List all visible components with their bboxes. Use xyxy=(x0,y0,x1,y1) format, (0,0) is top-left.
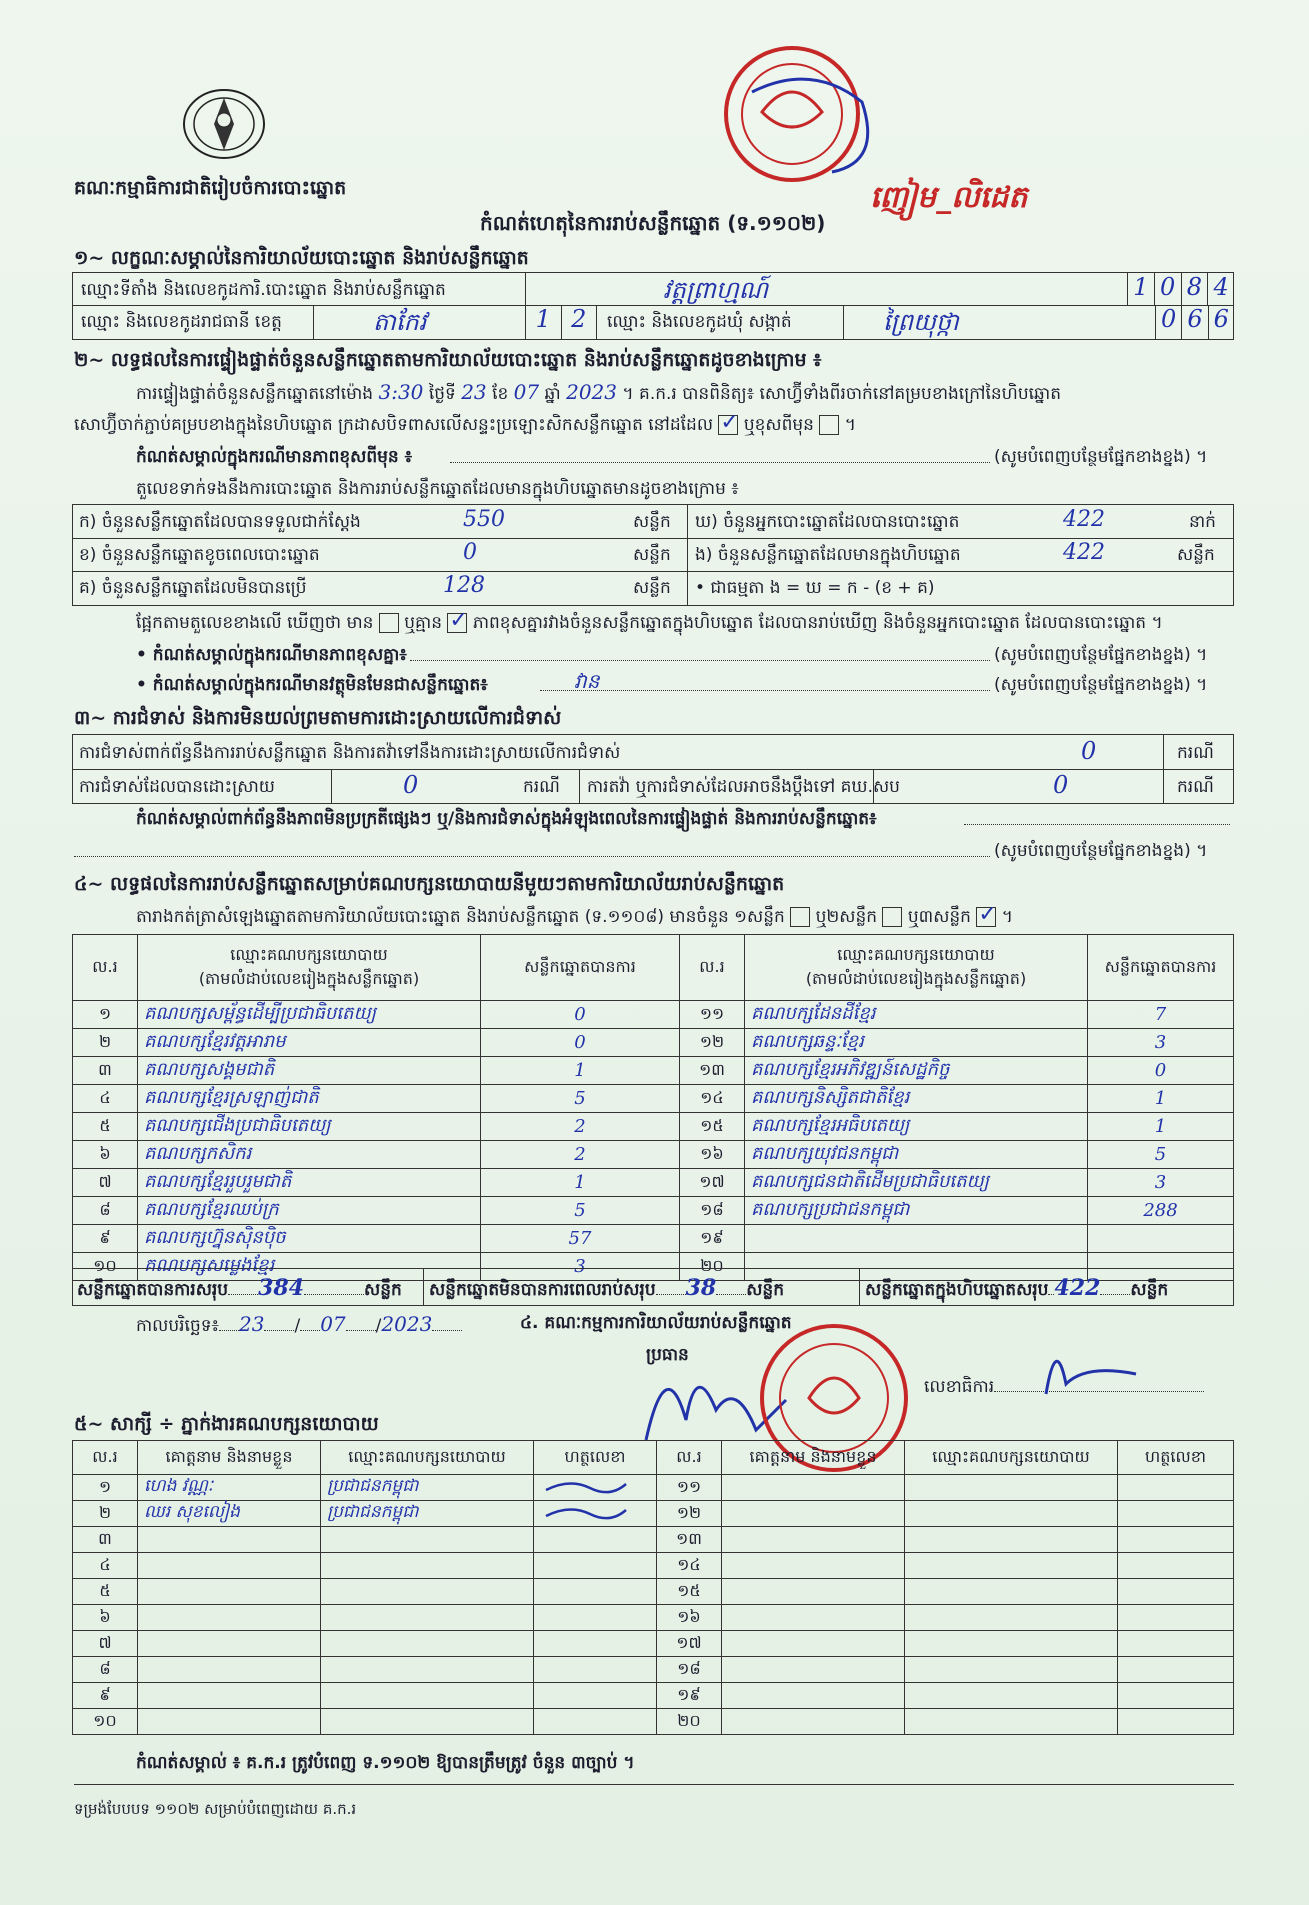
witness-name[interactable] xyxy=(138,1683,321,1709)
witness-col-party: ឈ្មោះគណបក្សនយោបាយ xyxy=(321,1441,534,1475)
witness-no: ៩ xyxy=(73,1683,138,1709)
witness-signature[interactable] xyxy=(534,1709,657,1735)
witness-no: ១២ xyxy=(657,1501,722,1527)
three-sheets-checkbox[interactable] xyxy=(976,907,996,927)
witness-no: ១៩ xyxy=(657,1683,722,1709)
result-votes[interactable]: 1 xyxy=(481,1169,680,1197)
section2-title: ២~ លទ្ធផលនៃការផ្ទៀងផ្ទាត់ចំនួនសន្លឹកឆ្នោតតាមការិយាល័យបោះឆ្នោត និងរាប់សន្លឹកឆ្នោតដូចខាងក្រោម ៖ xyxy=(74,349,822,371)
result-party[interactable]: គណបក្សខ្មែរស្រឡាញ់ជាតិ xyxy=(138,1085,481,1113)
section1-title: ១~ លក្ខណៈសម្គាល់នៃការិយាល័យបោះឆ្នោត និងរាប់សន្លឹកឆ្នោត xyxy=(74,247,529,269)
result-party[interactable]: គណបក្សកសិករ xyxy=(138,1141,481,1169)
witness-no: ១៤ xyxy=(657,1553,722,1579)
table-row xyxy=(73,1085,1234,1113)
objections-unit: ករណី xyxy=(1177,743,1214,763)
spoiled-label: ខ) ចំនួនសន្លឹកឆ្នោតខូចពេលបោះឆ្នោត xyxy=(79,545,320,565)
one-sheet-checkbox[interactable] xyxy=(790,907,810,927)
section5-title: ៥~ សាក្សី ÷ ភ្នាក់ងារគណបក្សនយោបាយ xyxy=(74,1413,379,1435)
result-no: ១៨ xyxy=(680,1197,745,1225)
verification-line1: ការផ្ទៀងផ្ទាត់ចំនួនសន្លឹកឆ្នោតនៅម៉ោង 3:30 ថ្ងៃទី 23 ខែ 07 ឆ្នាំ 2023 ។ គ.ក.រ បានពិនិត្យ៖ សោហ្វ៊ីទាំងពីរចាក់នៅគម្របខាងក្រៅនៃហិបឆ្នោត xyxy=(136,380,1061,404)
col-no-right: ល.រ xyxy=(680,935,745,1001)
witness-name[interactable] xyxy=(138,1605,321,1631)
total-invalid-value: 38 xyxy=(685,1275,717,1301)
received-value: 550 xyxy=(463,507,505,532)
result-party[interactable]: គណបក្សសម្ព័ន្ធដើម្បីប្រជាធិបតេយ្យ xyxy=(138,1001,481,1029)
tally-sheets-line: តារាងកត់ត្រាសំឡេងឆ្នោតតាមការិយាល័យបោះឆ្នោត និងរាប់សន្លឹកឆ្នោត (ទ.១១០៨) មានចំនួន ១សន្លឹក ឬ២សន្លឹក ឬ៣សន្លឹក ✓ ។ xyxy=(136,906,1013,931)
result-votes[interactable]: 3 xyxy=(1088,1169,1234,1197)
witness-no: ៥ xyxy=(73,1579,138,1605)
fill-back-note-2: (សូមបំពេញបន្ថែមផ្នែកខាងខ្នង) ។ xyxy=(994,645,1208,665)
witness-signature[interactable] xyxy=(534,1501,657,1527)
result-party[interactable]: គណបក្សឆន្ទៈខ្មែរ xyxy=(745,1029,1088,1057)
result-no: ១៣ xyxy=(680,1057,745,1085)
table-row xyxy=(73,1169,1234,1197)
received-label: ក) ចំនួនសន្លឹកឆ្នោតដែលបានទទួលជាក់ស្តែង xyxy=(79,512,361,532)
result-votes[interactable]: 5 xyxy=(481,1197,680,1225)
difference-note-label: កំណត់សម្គាល់ក្នុងករណីមានភាពខុសពីមុន ៖ xyxy=(136,447,413,467)
witness-signature[interactable] xyxy=(1118,1475,1234,1501)
official-stamp-top xyxy=(712,42,922,192)
col-votes-right: សន្លឹកឆ្នោតបានការ xyxy=(1088,935,1234,1001)
chair-label: ប្រធាន xyxy=(646,1345,689,1365)
witness-signature[interactable] xyxy=(534,1657,657,1683)
witness-signature[interactable] xyxy=(1118,1683,1234,1709)
non-ballot-line[interactable] xyxy=(540,690,990,691)
result-party[interactable] xyxy=(745,1225,1088,1253)
witness-signature[interactable] xyxy=(534,1527,657,1553)
table-row xyxy=(73,1683,1234,1709)
location-value: វត្តព្រាហ្មណ៍ xyxy=(663,276,768,304)
witness-name[interactable] xyxy=(722,1631,905,1657)
col-party-left: ឈ្មោះគណបក្សនយោបាយ (តាមលំដាប់លេខរៀងក្នុងសន្លឹកឆ្នោត) xyxy=(138,935,481,1001)
witness-no: ១៥ xyxy=(657,1579,722,1605)
total-valid-value: 384 xyxy=(258,1275,305,1301)
table-row xyxy=(73,1029,1234,1057)
result-votes[interactable]: 57 xyxy=(481,1225,680,1253)
signing-date: កាលបរិច្ឆេទ៖ 23 / 07 /2023 xyxy=(136,1312,462,1340)
result-votes[interactable]: 0 xyxy=(481,1001,680,1029)
unused-label: គ) ចំនួនសន្លឹកឆ្នោតដែលមិនបានប្រើ xyxy=(79,578,307,598)
witness-party[interactable] xyxy=(905,1553,1118,1579)
witness-name[interactable] xyxy=(138,1657,321,1683)
result-no: ១៦ xyxy=(680,1141,745,1169)
witness-signature[interactable] xyxy=(1118,1605,1234,1631)
witness-party[interactable] xyxy=(905,1631,1118,1657)
witness-signature[interactable] xyxy=(534,1553,657,1579)
witness-no: ៦ xyxy=(73,1605,138,1631)
unused-unit: សន្លឹក xyxy=(633,578,671,598)
appealable-label: ការតវ៉ា ឬការជំទាស់ដែលអាចនឹងប្តឹងទៅ គឃ.សប xyxy=(587,777,900,797)
voters-unit: នាក់ xyxy=(1189,512,1216,532)
result-party[interactable]: គណបក្សជើងប្រជាធិបតេយ្យ xyxy=(138,1113,481,1141)
table-row xyxy=(73,1057,1234,1085)
no-difference-checkbox[interactable] xyxy=(447,613,467,633)
witness-signature[interactable] xyxy=(1118,1579,1234,1605)
witness-party[interactable] xyxy=(905,1527,1118,1553)
result-no: ៣ xyxy=(73,1057,138,1085)
has-difference-checkbox[interactable] xyxy=(379,613,399,633)
witness-party[interactable] xyxy=(321,1553,534,1579)
result-votes[interactable]: 3 xyxy=(481,1253,680,1281)
witness-no: ៨ xyxy=(73,1657,138,1683)
witness-no: ៧ xyxy=(73,1631,138,1657)
witness-name[interactable] xyxy=(138,1553,321,1579)
table-row xyxy=(73,1631,1234,1657)
witness-name[interactable] xyxy=(722,1709,905,1735)
witness-name[interactable] xyxy=(138,1709,321,1735)
result-party[interactable]: គណបក្សនិស្សិតជាតិខ្មែរ xyxy=(745,1085,1088,1113)
witness-party[interactable] xyxy=(321,1605,534,1631)
result-no: ១៩ xyxy=(680,1225,745,1253)
appealable-value: 0 xyxy=(1053,771,1069,799)
witness-name[interactable] xyxy=(722,1553,905,1579)
result-votes[interactable]: 2 xyxy=(481,1141,680,1169)
result-votes[interactable]: 5 xyxy=(481,1085,680,1113)
irregularity-line-2[interactable] xyxy=(74,856,990,857)
witness-party[interactable] xyxy=(321,1709,534,1735)
witness-col-party-right: ឈ្មោះគណបក្សនយោបាយ xyxy=(905,1441,1118,1475)
witness-signature[interactable] xyxy=(1118,1501,1234,1527)
footer-divider xyxy=(74,1784,1234,1785)
result-no: ១ xyxy=(73,1001,138,1029)
witness-no: ១៦ xyxy=(657,1605,722,1631)
spoiled-value: 0 xyxy=(463,540,477,565)
province-code: 1 2 xyxy=(525,305,597,339)
commune-label: ឈ្មោះ និងលេខកូដឃុំ សង្កាត់ xyxy=(607,312,792,332)
result-party[interactable]: គណបក្សខ្មែរវត្តអារាម xyxy=(138,1029,481,1057)
witness-no: ៤ xyxy=(73,1553,138,1579)
result-votes[interactable]: 288 xyxy=(1088,1197,1234,1225)
result-party[interactable]: គណបក្សសង្គមជាតិ xyxy=(138,1057,481,1085)
result-no: ៨ xyxy=(73,1197,138,1225)
table-row xyxy=(73,1475,1234,1501)
witness-signature[interactable] xyxy=(1118,1709,1234,1735)
total-valid: សន្លឹកឆ្នោតបានការសរុប 384 សន្លឹក xyxy=(77,1275,402,1301)
result-votes[interactable]: 3 xyxy=(1088,1029,1234,1057)
witness-signature[interactable] xyxy=(534,1631,657,1657)
result-no: ២ xyxy=(73,1029,138,1057)
table-row xyxy=(73,1225,1234,1253)
voters-value: 422 xyxy=(1063,507,1105,532)
national-committee-logo xyxy=(178,84,270,160)
in-box-unit: សន្លឹក xyxy=(1177,545,1215,565)
footnote: កំណត់សម្គាល់ ៖ គ.ក.រ ត្រូវបំពេញ ទ.១១០២ ឱ្យបានត្រឹមត្រូវ ចំនួន ៣ច្បាប់ ។ xyxy=(136,1753,635,1773)
in-box-value: 422 xyxy=(1063,540,1105,565)
witness-signature[interactable] xyxy=(534,1605,657,1631)
result-no: ៦ xyxy=(73,1141,138,1169)
witness-signature[interactable] xyxy=(1118,1631,1234,1657)
fill-back-note-1: (សូមបំពេញបន្ថែមផ្នែកខាងខ្នង) ។ xyxy=(994,447,1208,467)
verification-year: 2023 xyxy=(566,380,618,404)
objections-table xyxy=(72,734,1234,804)
table-row xyxy=(73,1579,1234,1605)
witness-party[interactable]: ប្រជាជនកម្ពុជា xyxy=(321,1475,534,1501)
witness-no: ១៨ xyxy=(657,1657,722,1683)
col-votes-left: សន្លឹកឆ្នោតបានការ xyxy=(481,935,680,1001)
witness-no: ១១ xyxy=(657,1475,722,1501)
figures-table xyxy=(72,504,1234,606)
witness-signature[interactable] xyxy=(534,1475,657,1501)
irregularity-note: កំណត់សម្គាល់ពាក់ព័ន្ធនឹងភាពមិនប្រក្រតីផ្សេងៗ ឬ/និងការជំទាស់ក្នុងអំឡុងពេលនៃការផ្ទៀងផ្ទាត់ និងការរាប់សន្លឹកឆ្នោត៖ xyxy=(136,809,877,829)
different-checkbox[interactable] xyxy=(819,415,839,435)
witness-party[interactable] xyxy=(321,1527,534,1553)
result-votes[interactable]: 0 xyxy=(1088,1057,1234,1085)
verification-month: 07 xyxy=(513,380,540,404)
result-no: ១៥ xyxy=(680,1113,745,1141)
result-party[interactable]: គណបក្សសម្លេងខ្មែរ xyxy=(138,1253,481,1281)
fill-back-note-4: (សូមបំពេញបន្ថែមផ្នែកខាងខ្នង) ។ xyxy=(994,841,1208,861)
result-votes[interactable] xyxy=(1088,1225,1234,1253)
section4-title: ៤~ លទ្ធផលនៃការរាប់សន្លឹកឆ្នោតសម្រាប់គណបក្សនយោបាយនីមួយៗតាមការិយាល័យរាប់សន្លឹកឆ្នោត xyxy=(74,873,785,895)
province-value: តាកែវ xyxy=(373,308,427,336)
committee-name: គណៈកម្មាធិការជាតិរៀបចំការបោះឆ្នោត xyxy=(74,177,347,199)
secretary-signature xyxy=(1036,1334,1146,1404)
witness-name[interactable] xyxy=(722,1605,905,1631)
figures-intro: តួលេខទាក់ទងនឹងការបោះឆ្នោត និងការរាប់សន្លឹកឆ្នោតដែលមានក្នុងហិបឆ្នោតមានដូចខាងក្រោម ៖ xyxy=(136,479,739,499)
result-party[interactable]: គណបក្សខ្មែររួបរួមជាតិ xyxy=(138,1169,481,1197)
witness-party[interactable] xyxy=(321,1631,534,1657)
witness-name[interactable] xyxy=(722,1527,905,1553)
result-no: ១១ xyxy=(680,1001,745,1029)
result-party[interactable]: គណបក្សប្រជាជនកម្ពុជា xyxy=(745,1197,1088,1225)
witness-col-sign-right: ហត្ថលេខា xyxy=(1118,1441,1234,1475)
location-label: ឈ្មោះទីតាំង និងលេខកូដការិ.បោះឆ្នោត និងរាប់សន្លឹកឆ្នោត xyxy=(81,280,446,300)
result-votes[interactable]: 1 xyxy=(1088,1085,1234,1113)
section3-title: ៣~ ការជំទាស់ និងការមិនយល់ព្រមតាមការដោះស្រាយលើការជំទាស់ xyxy=(74,707,562,729)
total-box-value: 422 xyxy=(1054,1275,1101,1301)
witness-no: ១៧ xyxy=(657,1631,722,1657)
result-party[interactable]: គណបក្សខ្មែរអភិវឌ្ឍន៍សេដ្ឋកិច្ច xyxy=(745,1057,1088,1085)
witness-signature[interactable] xyxy=(534,1579,657,1605)
witness-name[interactable] xyxy=(722,1657,905,1683)
resolved-unit: ករណី xyxy=(523,777,560,797)
spoiled-unit: សន្លឹក xyxy=(633,545,671,565)
witness-party[interactable] xyxy=(321,1579,534,1605)
irregularity-line-1[interactable] xyxy=(964,824,1230,825)
result-votes[interactable]: 0 xyxy=(481,1029,680,1057)
result-votes[interactable]: 1 xyxy=(481,1057,680,1085)
witness-name[interactable] xyxy=(722,1475,905,1501)
result-no: ១២ xyxy=(680,1029,745,1057)
witness-party[interactable] xyxy=(905,1605,1118,1631)
voters-label: ឃ) ចំនួនអ្នកបោះឆ្នោតដែលបានបោះឆ្នោត xyxy=(695,512,960,532)
witness-party[interactable]: ប្រជាជនកម្ពុជា xyxy=(321,1501,534,1527)
in-box-label: ង) ចំនួនសន្លឹកឆ្នោតដែលមានក្នុងហិបឆ្នោត xyxy=(695,545,961,565)
received-unit: សន្លឹក xyxy=(633,512,671,532)
same-checkbox[interactable] xyxy=(718,415,738,435)
witness-party[interactable] xyxy=(905,1579,1118,1605)
witness-signature[interactable] xyxy=(534,1683,657,1709)
witness-no: ១៣ xyxy=(657,1527,722,1553)
fill-back-note-3: (សូមបំពេញបន្ថែមផ្នែកខាងខ្នង) ។ xyxy=(994,675,1208,695)
result-no: ៩ xyxy=(73,1225,138,1253)
province-label: ឈ្មោះ និងលេខកូដរាជធានី ខេត្ត xyxy=(81,312,282,332)
result-no: ៧ xyxy=(73,1169,138,1197)
total-box: សន្លឹកឆ្នោតក្នុងហិបឆ្នោតសរុប 422 សន្លឹក xyxy=(865,1275,1169,1301)
result-votes[interactable]: 1 xyxy=(1088,1113,1234,1141)
witness-signature[interactable] xyxy=(1118,1553,1234,1579)
appealable-unit: ករណី xyxy=(1177,777,1214,797)
witness-name[interactable]: ឈរ សុខលៀង xyxy=(138,1501,321,1527)
witness-no: ២ xyxy=(73,1501,138,1527)
witness-no: ១០ xyxy=(73,1709,138,1735)
resolved-value: 0 xyxy=(403,771,419,799)
col-no-left: ល.រ xyxy=(73,935,138,1001)
result-party[interactable]: គណបក្សខ្មែរឈប់ក្រ xyxy=(138,1197,481,1225)
witness-signature[interactable] xyxy=(1118,1657,1234,1683)
total-invalid: សន្លឹកឆ្នោតមិនបានការពេលរាប់សរុប 38 សន្លឹក xyxy=(429,1275,785,1301)
table-row xyxy=(73,1141,1234,1169)
witness-name[interactable] xyxy=(138,1527,321,1553)
formula: • ជាធម្មតា ង = ឃ = ក - (ខ + គ) xyxy=(695,578,935,598)
location-code: 1 0 8 4 xyxy=(1127,273,1234,305)
witness-col-no-right: ល.រ xyxy=(657,1441,722,1475)
table-row xyxy=(73,1657,1234,1683)
counting-committee: ៤. គណៈកម្មការការិយាល័យរាប់សន្លឹកឆ្នោត xyxy=(520,1313,792,1333)
witness-signature-mark xyxy=(540,1502,630,1522)
two-sheets-checkbox[interactable] xyxy=(882,907,902,927)
verification-time: 3:30 xyxy=(378,380,424,404)
objections-label: ការជំទាស់ពាក់ព័ន្ធនឹងការរាប់សន្លឹកឆ្នោត និងការតវ៉ាទៅនឹងការដោះស្រាយលើការជំទាស់ xyxy=(79,743,621,763)
commune-value: ព្រៃយុថ្កា xyxy=(883,308,959,336)
witness-col-no: ល.រ xyxy=(73,1441,138,1475)
witness-name[interactable] xyxy=(722,1683,905,1709)
result-no: ៤ xyxy=(73,1085,138,1113)
witness-col-name-right: គោត្តនាម និងនាមខ្លួន xyxy=(722,1441,905,1475)
witness-col-sign: ហត្ថលេខា xyxy=(534,1441,657,1475)
table-row xyxy=(73,1001,1234,1029)
commune-code: 0 6 6 xyxy=(1155,305,1234,339)
result-votes[interactable]: 7 xyxy=(1088,1001,1234,1029)
witness-no: ១ xyxy=(73,1475,138,1501)
result-no: ២០ xyxy=(680,1253,745,1281)
witness-name[interactable] xyxy=(138,1579,321,1605)
table-row xyxy=(73,1553,1234,1579)
result-party[interactable]: គណបក្សជនជាតិដើមប្រជាធិបតេយ្យ xyxy=(745,1169,1088,1197)
witness-no: ៣ xyxy=(73,1527,138,1553)
verification-line2: សោហ្វ៊ីចាក់ភ្ជាប់គម្របខាងក្នុងនៃហិបឆ្នោត ក្រដាសបិទពាសលើសន្ទះប្រឡោះសិកសន្លឹកឆ្នោត នៅដដែល ✓ ឬខុសពីមុន ។ xyxy=(74,414,856,439)
non-ballot-value: វាន xyxy=(574,669,600,693)
form-title: កំណត់ហេតុនៃការរាប់សន្លឹកឆ្នោត (ទ.១១០២) xyxy=(480,211,826,235)
witness-name[interactable] xyxy=(722,1501,905,1527)
unused-value: 128 xyxy=(443,573,485,598)
difference-bullet-line[interactable] xyxy=(410,660,990,661)
witness-party[interactable] xyxy=(905,1683,1118,1709)
result-votes[interactable]: 5 xyxy=(1088,1141,1234,1169)
result-party[interactable]: គណបក្សដែនដីខ្មែរ xyxy=(745,1001,1088,1029)
col-party-right: ឈ្មោះគណបក្សនយោបាយ (តាមលំដាប់លេខរៀងក្នុងសន្លឹកឆ្នោត) xyxy=(745,935,1088,1001)
witness-signature[interactable] xyxy=(1118,1527,1234,1553)
table-row xyxy=(73,1605,1234,1631)
witness-signature-mark xyxy=(540,1476,630,1496)
comparison-line: ផ្អែកតាមតួលេខខាងលើ ឃើញថា មាន ឬគ្មាន ✓ ភាពខុសគ្នារវាងចំនួនសន្លឹកឆ្នោតក្នុងហិបឆ្នោត ដែលបានរាប់ឃើញ និងចំនួនអ្នកបោះឆ្នោត ដែលបានបោះឆ្នោត ។ xyxy=(136,612,1163,637)
table-row xyxy=(73,1113,1234,1141)
witness-party[interactable] xyxy=(321,1657,534,1683)
table-row xyxy=(73,1501,1234,1527)
result-votes[interactable]: 2 xyxy=(481,1113,680,1141)
table-row xyxy=(73,1527,1234,1553)
difference-bullet: • កំណត់សម្គាល់ក្នុងករណីមានភាពខុសគ្នា៖ xyxy=(136,645,407,665)
totals-row xyxy=(72,1268,1234,1306)
resolved-label: ការជំទាស់ដែលបានដោះស្រាយ xyxy=(79,777,275,797)
objections-value: 0 xyxy=(1081,737,1097,765)
footer-text: ទម្រង់បែបបទ ១១០២ សម្រាប់បំពេញដោយ គ.ក.រ xyxy=(74,1800,357,1818)
non-ballot-bullet: • កំណត់សម្គាល់ក្នុងករណីមានវត្ថុមិនមែនជាសន្លឹកឆ្នោត៖ xyxy=(136,675,488,695)
party-results-table xyxy=(72,934,1234,1281)
result-no: ១៧ xyxy=(680,1169,745,1197)
table-row xyxy=(73,1197,1234,1225)
section1-table xyxy=(72,272,1234,340)
witness-name[interactable] xyxy=(722,1579,905,1605)
stamp-handwritten-name: ញៀម_លិដេត xyxy=(870,180,1028,215)
witness-col-name: គោត្តនាម និងនាមខ្លួន xyxy=(138,1441,321,1475)
table-row xyxy=(73,1709,1234,1735)
witness-party[interactable] xyxy=(905,1475,1118,1501)
difference-note-line[interactable] xyxy=(450,462,990,463)
witness-party[interactable] xyxy=(905,1501,1118,1527)
result-party[interactable]: គណបក្សហ្វ៊ុនស៊ិនប៉ិច xyxy=(138,1225,481,1253)
result-no: ១៤ xyxy=(680,1085,745,1113)
result-no: ៥ xyxy=(73,1113,138,1141)
witness-party[interactable] xyxy=(905,1709,1118,1735)
result-party[interactable]: គណបក្សខ្មែរអធិបតេយ្យ xyxy=(745,1113,1088,1141)
witness-name[interactable] xyxy=(138,1631,321,1657)
witness-no: ២០ xyxy=(657,1709,722,1735)
witness-name[interactable]: ហេង វណ្ណៈ xyxy=(138,1475,321,1501)
witness-party[interactable] xyxy=(321,1683,534,1709)
result-party[interactable]: គណបក្សយុវជនកម្ពុជា xyxy=(745,1141,1088,1169)
result-no: ១០ xyxy=(73,1253,138,1281)
verification-day: 23 xyxy=(461,380,487,404)
witness-table xyxy=(72,1440,1234,1735)
witness-party[interactable] xyxy=(905,1657,1118,1683)
secretary-label: លេខាធិការ xyxy=(924,1376,1204,1401)
